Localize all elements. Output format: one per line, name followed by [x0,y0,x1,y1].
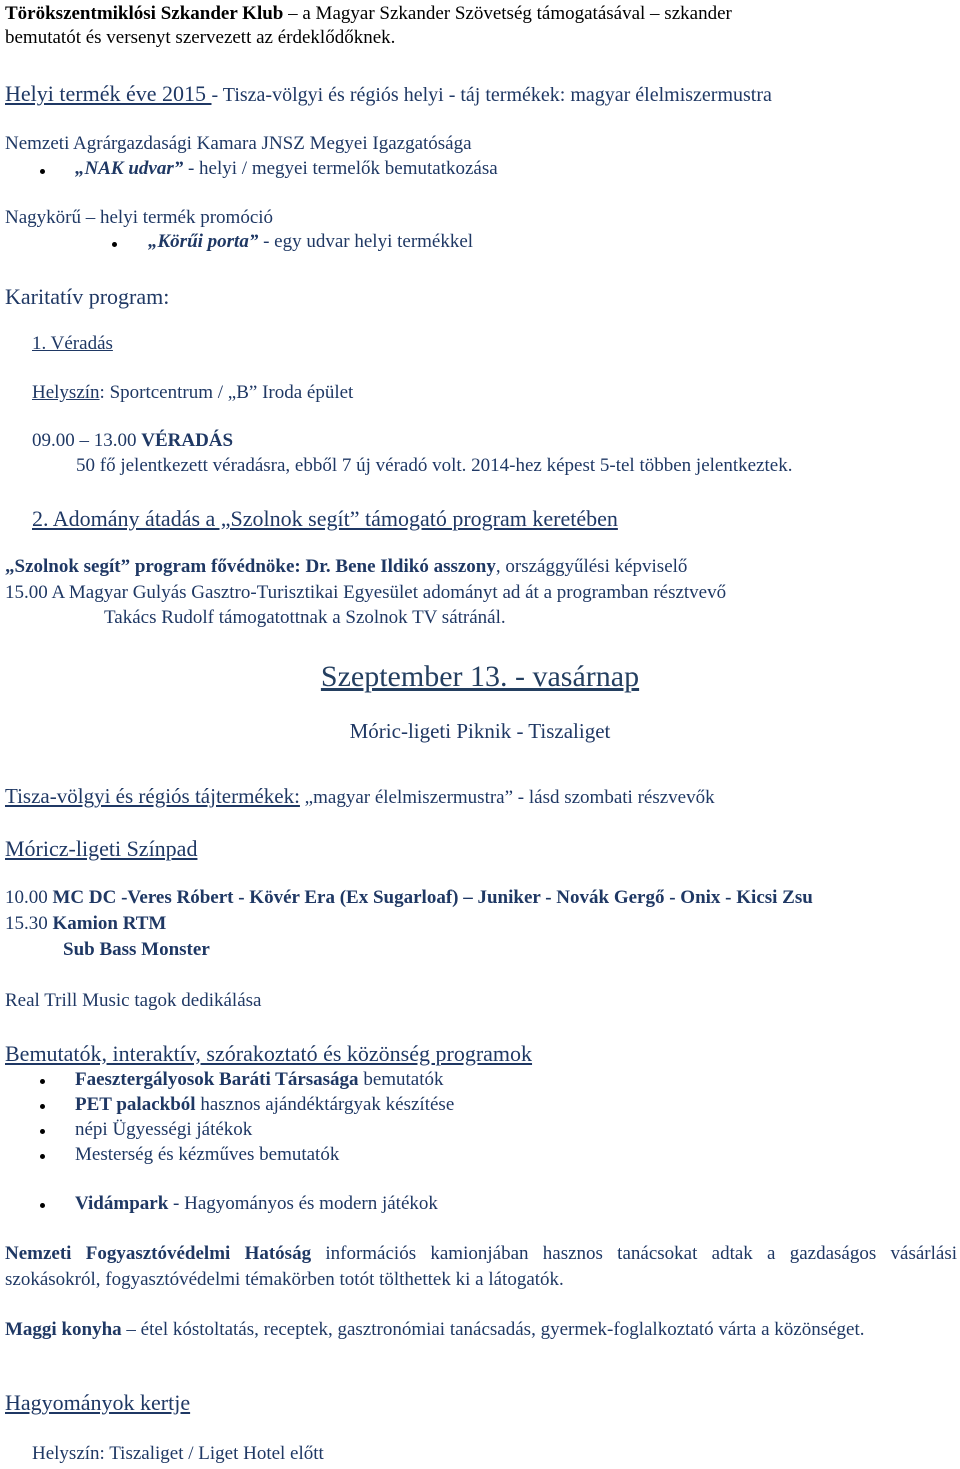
stage-slot-1-text: MC DC -Veres Róbert - Kövér Era (Ex Sugarloaf) – Juniker - Novák Gergő - Onix - Kicsi Zsu [52,887,813,908]
bullet-icon [40,1079,45,1084]
helyi-termek-heading [5,83,772,106]
nak-title: Nemzeti Agrárgazdasági Kamara JNSZ Megyei Igazgatósága [5,133,472,154]
promo-item-bold: „Körűi porta” [148,231,259,252]
stage-slot-1-time: 10.00 [5,887,53,908]
show-item-rest: Mesterség és kézműves bemutatók [75,1144,340,1165]
donation-text: A Magyar Gulyás Gasztro-Turisztikai Egyesület adományt ad át a programban résztvevő [47,582,727,603]
intro-line-1-rest: – a Magyar Szkander Szövetség támogatásával – szkander [283,3,732,24]
adomany-title: 2. Adomány átadás a „Szolnok segít” támogató program keretében [32,506,618,531]
helyszin-rest: : Sportcentrum / „B” Iroda épület [99,382,354,403]
show-item-rest: népi Ügyességi játékok [75,1119,253,1140]
show-item [75,1069,444,1091]
maggi-paragraph [5,1317,957,1343]
helyi-termek-year: Helyi termék éve 2015 [5,81,212,106]
show-item-bold: Faesztergályosok Baráti Társasága [75,1069,359,1090]
veradas-time: 09.00 – 13.00 [32,430,142,451]
promo-item-rest: - egy udvar helyi termékkel [258,231,474,252]
helyi-termek-rest: - Tisza-völgyi és régiós helyi - táj termékek: magyar élelmiszermustra [211,84,772,106]
nfh-bold: Nemzeti Fogyasztóvédelmi Hatóság [5,1243,312,1264]
maggi-rest: – étel kóstoltatás, receptek, gasztronómiai tanácsadás, gyermek-foglalkoztató várta a közönséget. [121,1319,865,1340]
nfh-paragraph [5,1241,957,1293]
shows-title: Bemutatók, interaktív, szórakoztató és közönség programok [5,1041,533,1066]
show-item-bold: PET palackból [75,1094,196,1115]
promo-item [148,231,473,253]
stage-title: Móricz-ligeti Színpad [5,836,198,861]
stage-slot-3: Sub Bass Monster [63,939,210,960]
show-item [75,1144,339,1166]
stage-slot-2-time: 15.30 [5,913,53,934]
nak-item [75,158,498,180]
stage-slot-1 [5,887,813,909]
bullet-icon [40,1154,45,1159]
karitativ-title: Karitatív program: [5,284,170,309]
sunday-date-heading: Szeptember 13. - vasárnap [320,660,640,693]
veradas-title: 1. Véradás [32,333,113,354]
veradas-event: VÉRADÁS [141,430,234,451]
bullet-icon [40,1129,45,1134]
bullet-icon [40,1104,45,1109]
trill-line: Real Trill Music tagok dedikálása [5,990,262,1011]
veradas-time-line [32,430,233,452]
tisza-label: Tisza-völgyi és régiós tájtermékek: [5,784,300,808]
promo-title: Nagykörű – helyi termék promóció [5,207,274,228]
show-item-rest: bemutatók [358,1069,444,1090]
stage-slot-2 [5,913,166,935]
show-item-rest: - Hagyományos és modern játékok [168,1193,438,1214]
intro-line-1 [5,3,732,25]
donation-line-2: Takács Rudolf támogatottnak a Szolnok TV sátránál. [104,607,506,628]
patron-bold: „Szolnok segít” program fővédnöke: Dr. Bene Ildikó asszony [5,556,496,577]
donation-time: 15.00 [5,582,48,603]
intro-org: Törökszentmiklósi Szkander Klub [5,3,284,24]
patron-rest: , országgyűlési képviselő [495,556,688,577]
donation-line-1 [5,582,726,604]
patron-line [5,556,687,578]
bullet-icon [112,242,117,247]
show-item [75,1119,252,1141]
hagyomany-title: Hagyományok kertje [5,1390,191,1415]
show-item [75,1193,438,1215]
stage-slot-2-text: Kamion RTM [52,913,167,934]
helyszin-label: Helyszín [32,382,100,403]
maggi-bold: Maggi konyha [5,1319,122,1340]
hagyomany-place: Helyszín: Tiszaliget / Liget Hotel előtt [32,1443,324,1464]
veradas-location [32,382,353,404]
show-item [75,1094,454,1116]
show-item-bold: Vidámpark [75,1193,169,1214]
tisza-rest: „magyar élelmiszermustra” - lásd szombati részvevők [299,787,715,808]
nak-item-rest: - helyi / megyei termelők bemutatkozása [183,158,498,179]
bullet-icon [40,169,45,174]
intro-line-2: bemutatót és versenyt szervezett az érdeklődőknek. [5,27,396,48]
sunday-place: Móric-ligeti Piknik - Tiszaliget [349,719,611,743]
tisza-line [5,784,715,810]
nak-item-bold: „NAK udvar” [75,158,184,179]
veradas-detail: 50 fő jelentkezett véradásra, ebből 7 új véradó volt. 2014-hez képest 5-tel többen jelentkeztek. [76,455,793,476]
nfh-rest: információs kamionjában hasznos tanácsokat adtak a gazdaságos vásárlási szokásokról, fogyasztóvédelmi témakörben totót tölthettek ki a látogatók. [5,1243,957,1290]
bullet-icon [40,1203,45,1208]
show-item-rest: hasznos ajándéktárgyak készítése [195,1094,455,1115]
